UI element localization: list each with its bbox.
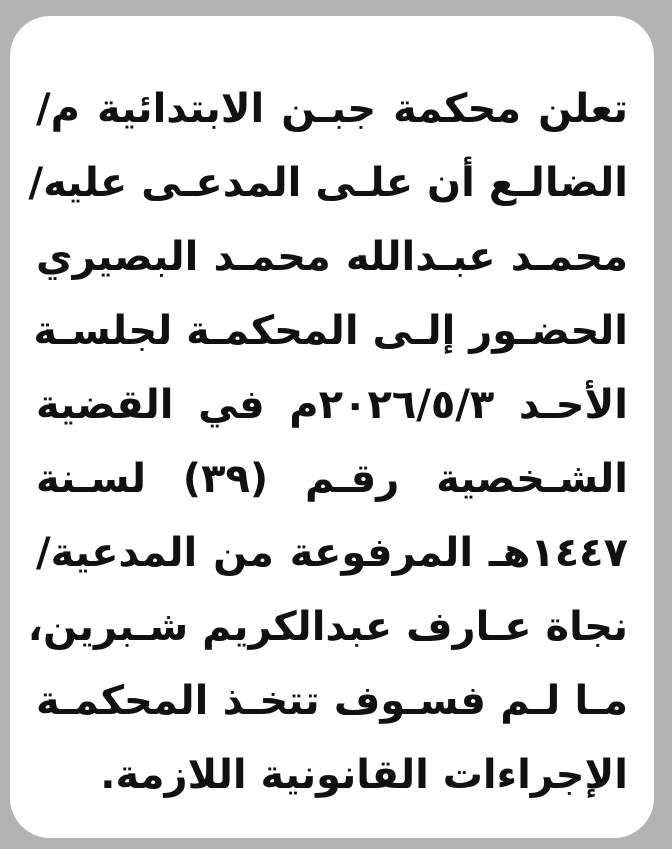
notice-line: نجاة عـارف عبدالكريم شـبرين، bbox=[27, 604, 628, 650]
notice-line: مـا لـم فسـوف تتخـذ المحكمـة bbox=[36, 678, 628, 724]
notice-line: الأحـد ٢٠٢٦/٥/٣م في القضية bbox=[36, 382, 628, 428]
notice-frame bbox=[10, 16, 654, 838]
notice-line: الحضـور إلـى المحكمـة لجلسـة bbox=[33, 308, 628, 354]
notice-line: الإجراءات القانونية اللازمة. bbox=[100, 752, 628, 798]
notice-line: تعلن محكمة جبـن الابتدائية م/ bbox=[36, 86, 628, 132]
notice-line: ١٤٤٧هـ المرفوعة من المدعية/ bbox=[36, 530, 628, 576]
notice-text bbox=[27, 72, 629, 812]
notice-line: الضالـع أن علـى المدعـى عليه/ bbox=[28, 160, 628, 206]
notice-line: الشـخصية رقـم (٣٩) لسـنة bbox=[36, 456, 629, 502]
notice-line: محمـد عبـدالله محمـد البصيري bbox=[36, 234, 628, 280]
